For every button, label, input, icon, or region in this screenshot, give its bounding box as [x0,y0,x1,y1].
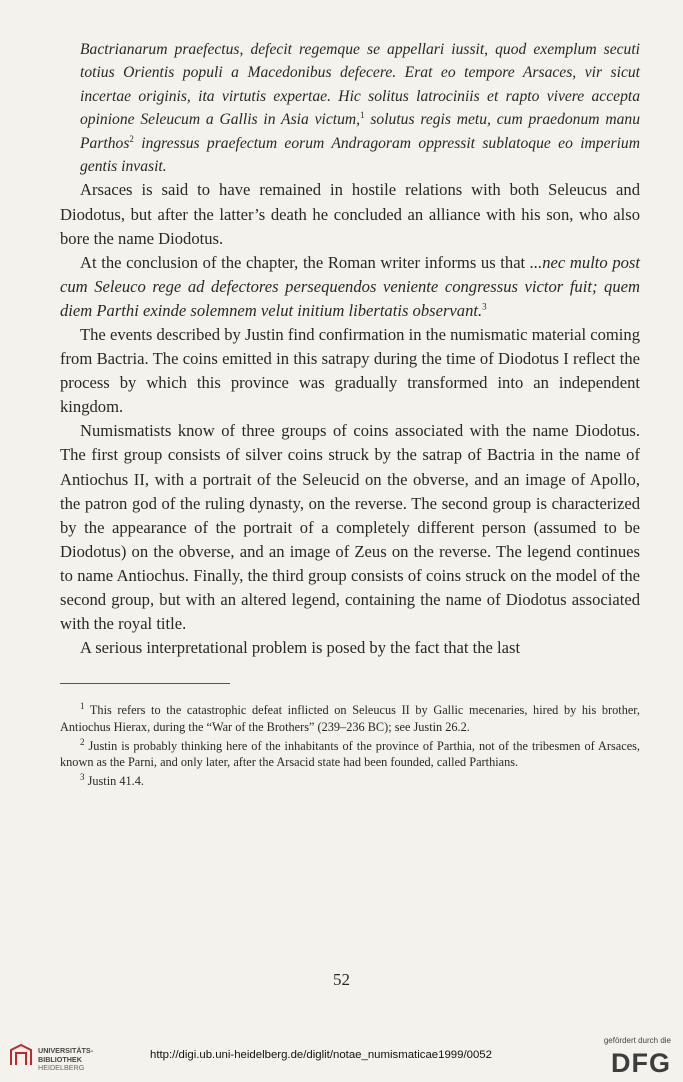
university-library-logo-icon[interactable] [8,1042,34,1073]
footnote-3-number: 3 [80,772,85,783]
paragraph-3: The events described by Justin find confirmation in the numismatic material coming from Bactria. The coins emitted in this satrapy during the time of Diodotus I reflect the process by which this province was gradually transformed into an independent kingdom. [60,325,640,417]
library-line-1: UNIVERSITÄTS- [38,1046,94,1055]
footnote-1-number: 1 [80,701,85,712]
paragraph-5: A serious interpretational problem is posed by the fact that the last [80,638,521,658]
university-library-name [38,1047,93,1073]
paragraph-4: Numismatists know of three groups of coins associated with the name Diodotus. The first group consists of silver coins struck by the satrap of Bactria in the name of Antiochus II, with a portrait of the Seleucid on the obverse, and an image of Apollo, the patron god of the ruling dynasty, on the reverse. The second group is characterized by the appearance of the portrait of a completely different person (assumed to be Diodotus) on the obverse, and an image of Zeus on the reverse. The legend continues to name Antiochus. Finally, the third group consists of coins struck on the model of the second group, but with an altered legend, containing the name of Diodotus associated with the royal title. [60,421,640,634]
funding-label: gefördert durch die [603,1036,671,1045]
footnote-1 [60,702,640,735]
latin-quote-part3: ingressus praefectum eorum Andragoram oppressit sublatoque eo imperium gentis invasit. [80,134,640,176]
footer-bar [0,1030,683,1082]
source-url-link[interactable]: http://digi.ub.uni-heidelberg.de/diglit/notae_numismaticae1999/0052 [150,1049,492,1061]
paragraph-2 [60,251,640,323]
page-number: 52 [333,970,350,989]
footnote-3-text: Justin 41.4. [87,774,144,789]
latin-quote-part1: Bactrianarum praefectus, defecit regemque se appellari iussit, quod exemplum secuti totius Orientis populi a Macedonibus defecere. Erat eo tempore Arsaces, vir sicut incertae originis, ita virtutis expertae. Hic solitus latrociniis et rapto vivere accepta opinione Seleucum a Gallis in Asia victum, [80,41,640,129]
footnote-2-number: 2 [80,736,85,747]
paragraph-1: Arsaces is said to have remained in hostile relations with both Seleucus and Diodotus, but after the latter’s death he concluded an alliance with his son, who also bore the name Diodotus. [60,180,640,248]
footnote-divider [60,683,230,684]
footnote-2 [60,738,640,771]
footnote-1-text: This refers to the catastrophic defeat inflicted on Seleucus II by Gallic mecenaries, hired by his brother, Antiochus Hierax, during the “War of the Brothers” (239–236 BC); see Justin 26.2. [60,703,640,735]
footnote-2-text: Justin is probably thinking here of the inhabitants of the province of Parthia, not of the tribesmen of Arsaces, known as the Parni, and only later, after the Arsacid state had been founded, called Parthians. [60,738,641,770]
page-content [60,38,640,792]
footnote-ref-2[interactable]: 2 [129,133,134,144]
footnote-ref-3[interactable]: 3 [482,301,487,312]
footnote-3 [60,773,640,790]
dfg-logo[interactable]: DFG [611,1048,671,1078]
paragraph-2-quote: ...nec multo post cum Seleuco rege ad defectores persequendos veniente congressus victor fuit; quem diem Parthi exinde solemnem velut initium libertatis observant. [60,252,641,320]
library-line-3: HEIDELBERG [38,1063,85,1073]
paragraph-2-intro: At the conclusion of the chapter, the Roman writer informs us that [80,252,530,272]
footnote-ref-1[interactable]: 1 [360,110,365,121]
latin-quote-part2: solutus regis metu, cum praedonum manu Parthos [80,111,640,152]
latin-quote [80,38,640,178]
library-line-2: BIBLIOTHEK [38,1054,82,1064]
